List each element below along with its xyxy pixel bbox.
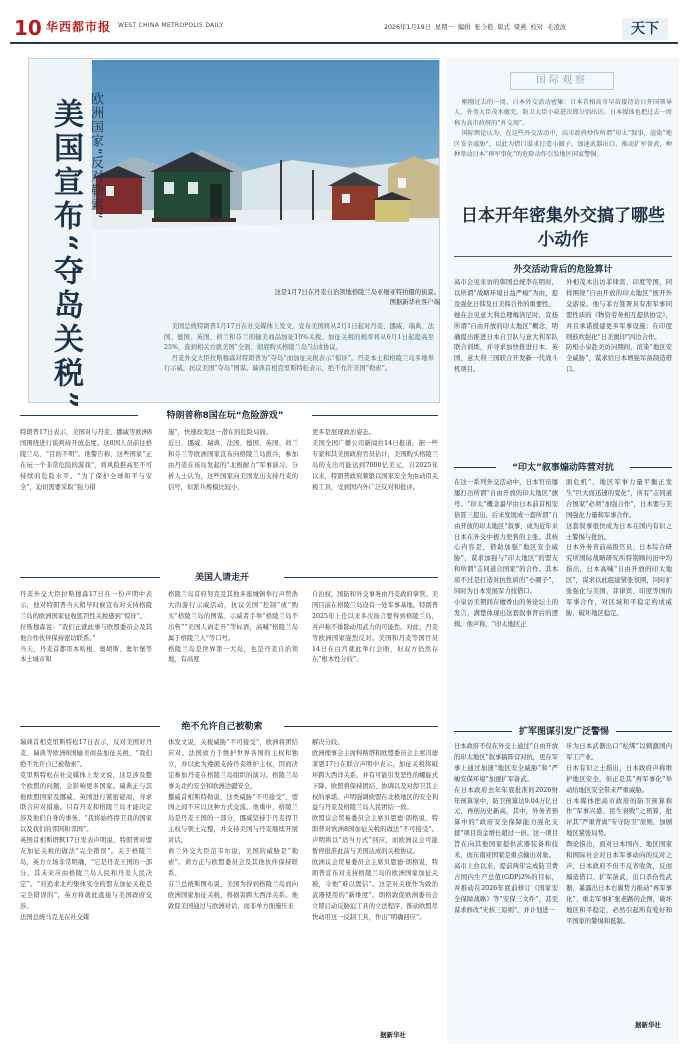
- article-column: 瑞典首相克里斯特松17日表示，反对美国对丹麦、瑞典等欧洲8国输美商品加征关税，“我们绝不允许自己被勒索”。 克里斯特松在社交媒体上发文说，这是涉及整个欧盟的问题，会影响更多国家。瑞典正与其他欧盟国家及挪威、英国进行紧密磋商，寻求联合应对措施。只有丹麦和格陵兰岛才能决定涉及他们自身的事务，“我将始终捍卫我的国家以及我们的邻国和邻国”。 英国首相斯塔默17日发表声明说，特朗普对盟友加征关税的做法“完全错误”。关于格陵兰岛，英方立场非常明确，“它是丹麦王国的一部分，其未来应由格陵兰岛人民和丹麦人民决定”。“对追求北约集体安全的盟友加征关税是完全错误的”，英方将就此直接与美国政府交涉。 法国总统马克龙在社交媒: [20, 739, 152, 921]
- article-column: 丹麦外交大臣拉斯穆森17日在一份声明中表示，他对特朗普当天稍早时候宣布对支持格陵兰岛的欧洲国家征收惩罚性关税感到“惊讶”。 拉斯穆森说：“我们正就此事与欧盟委员会及其他合作伙伴保持密切联系。” 当天，丹麦首都哥本哈根、奥胡斯、奥尔堡等本土城市和: [20, 591, 152, 664]
- subhead-indo-pacific: “印太”叙事煽动阵营对抗: [512, 463, 614, 473]
- photo-caption-text: 这是1月7日在丹麦自治领地格陵兰岛亚细亚特拍摄的街景。: [274, 289, 440, 296]
- page-number: 10: [14, 16, 42, 40]
- divider: [454, 256, 672, 257]
- article-column: 自治权，国防和外交事务由丹麦政府掌管。美国目前在格陵兰岛设有一处军事基地。特朗普2025年上任以来多次扬言要得到格陵兰岛，并声称不排除动用武力的可能性。对此，丹麦等欧洲国家强烈反对。美国和丹麦等国官员14日在白宫就此举行会晤，但双方仍然存在“根本性分歧”。: [312, 591, 438, 664]
- divider: [454, 467, 496, 468]
- subhead-military-expansion: 扩军图谋引发广泛警惕: [518, 727, 609, 737]
- photo-caption: [196, 288, 440, 308]
- article-column: 体发文说，关税威胁“不可接受”，欧洲将团结应对。法国致力于维护世界各国的主权和独立，并以此为遵循支持丹麦维护主权，因而决定参加丹麦在格陵兰岛组织的演习。格陵兰岛事关北约安全和欧洲边疆安全。 挪威首相斯特勒说，这类威胁“不可接受”，盟国之间不应以这种方式交流。他重申，格陵兰岛是丹麦王国的一部分，挪威坚持于丹麦捍卫主权与领土完整，并支持美国与丹麦继续开展对话。 荷兰外交大臣范韦尔说，美国的威胁是“勒索”。荷方正与欧盟委员会及其他伙伴保持联系。 芬兰总统斯图布说，美国为得到格陵兰岛而向欧洲国家加征关税，将损害跨大西洋关系。他敦促美国通过与欧洲对话，而非单方面施压来: [168, 739, 298, 910]
- article-column: 外相茂木出访菲律宾、印度等国，同样围绕“自由开放的印太地区”展开外交游说。他与菲方签署具有准军事同盟性质的《物资劳务相互提供协定》，并且承诺援建更多军事设施；在印度则鼓吹强化“日美澳印”四边合作。 防相小泉赴美访问期间，渲染“地区安全威胁”，谋求给日本增强军备制造借口。: [566, 279, 672, 374]
- intro-paragraph: 刚刚过去的一周，日本外交活动密集：日本首相高市早苗接待访日外国领导人，外务大臣茂木敏充、防卫大臣小泉进次郎分别出访。日本媒体也把过去一周称为高市政府的“外交周”。: [454, 99, 672, 127]
- article-credit: 据新华社: [380, 1031, 406, 1039]
- article-column: 面危机”，地区军事力量平衡正发生“巨大而迅速的变化”，所有“志同道合国家”必须“加强合作”，日本要与美国强化力量和军事合作。 这套叙事很快成为日本在国内有识之士警惕与批抗。 日本外务省前高级官员、日本综合研究所国际战略研究所特别顾问田中均指出，日本高喊“自由开放的印太地区”，谋求以此组建紧张氛围，同时扩张强化与美国、菲律宾、印度等国的军事合作，对区域和平稳定构成威胁，破坏地区稳定。: [566, 479, 672, 617]
- lead-paragraph: 美国总统特朗普1月17日在社交媒体上发文，宣布美国将从2月1日起对丹麦、挪威、瑞典、法国、德国、英国、荷兰和芬兰的输美商品加征10%关税。加征关税的税率将从6月1日起提高至25%，直到相关方就美国“全面、彻底购买格陵兰岛”达成协议。: [164, 323, 434, 351]
- intro-paragraph: 国际舆论认为，在这些外交活动中，高市政府炒作所谓“印太”叙事，渲染“地区安全威胁”，以此为借口谋求打造小圈子、加速武器出口、推动扩军备武，种种举动日本“再军事化”的危险动作引发地区国家警惕。: [454, 130, 672, 159]
- article-credit: 据新华社: [635, 1021, 661, 1029]
- divider: [312, 415, 438, 416]
- article-column: 格陵兰岛首府努克及其他多座城镇举行声势浩大的游行示威活动，抗议美国“控制”或“购买”格陵兰岛的图谋。示威者手举“格陵兰岛不出售”“美国人请走开”等标语，高喊“格陵兰岛属于格陵兰人”等口号。 格陵兰岛是世界第一大岛，也是丹麦自治领地，有高度: [168, 591, 298, 664]
- photo-credit: 图据新华社客户端: [389, 299, 440, 306]
- subhead-not-blackmailed: 绝不允许自己被勒索: [181, 722, 263, 732]
- article-column: 更多是展现政治姿态。 美国全国广播公司新闻台14日报道，据一些专家和其美国政府官员估计，美国购买格陵兰岛的支出可能达到7000亿美元，自2025年以来，特朗普政府频繁以国家安全为由动用关税工具，受到国内外广泛反对和批评。: [312, 429, 438, 491]
- article-column: 解决分歧。 欧洲理事会主席科斯塔和欧盟委员会主席冯德莱恩17日在联合声明中表示，加征关税将破坏跨大西洋关系，并有可能引发恶性的螺旋式下降。欧盟将保持团结、协调以及对捍卫其主权的承诺。声明强调欧盟在北极地区的安全利益与丹麦及格陵兰岛人民团结一致。 欧盟议会贸易委员会主席贝恩德·朗格说，特朗普对欧洲8国加征关税的做法“不可接受”。声明将以“适当方式”回应，而欧洲议会可能暂停批准此前与美国达成的关税协议。 欧洲议会贸易委员会主席贝恩德·朗格说，特朗普宣布对支持格陵兰岛的欧洲国家加征关税，令他“难以置信”。这是对关税作为政治武器使用的“新维度”。朗格敦促欧洲委员会立即启动反胁迫工具的立法程序，推动欧盟尽快动用这一反制工具，作出“明确回应”。: [312, 739, 438, 921]
- section-label: 天下: [622, 18, 668, 40]
- divider: [20, 415, 138, 416]
- masthead-logo: 华西都市报: [46, 20, 112, 34]
- article-column: 施”，快速改变这一潜在的危险局面。 近日，挪威、瑞典、法国、德国、英国、荷兰和芬兰等欧洲国家宣布向格陵兰岛派兵，参加由丹麦在该岛发起的“北极耐力”军事演习。分析人士认为，这些国家向美国发出支持丹麦的信号，但派兵规模比较小，: [168, 429, 298, 491]
- divider: [616, 731, 672, 732]
- article-column: 在这一系列外交活动中，日本官员屡屡打出所谓“自由开放的印太地区”旗号。“印太”概念最早由日本前首相安倍晋三提出，后来发展成一套所谓“自由开放的印太地区”叙事，成为近年来日本在外交中极力兜售的主张。其核心内容是，借助加强“地区安全威胁”，谋求加强与“印太地区”的盟友和所谓“志同道合国家”的合作。其本质不过是打造对抗性质的“小圈子”，同时为日本发展军力找借口。 小泉访美期间在檀香山的务论坛上的发言，满楚体现出这套叙事背后的逻辑。他声称，“印太地区正: [454, 479, 558, 628]
- article-column: 特朗普17日表示，美国对与丹麦、挪威等欧洲8国围绕进行谈判持开放态度。这8国人员前往格陵兰岛，“目的不明”。他警告称，这些国家“正在玩一个非常危险的游戏”，将风险推高至不可持续的危险水平。“为了保护全球和平与安全”，迫切需要采取“强力措: [20, 429, 152, 491]
- divider: [20, 726, 160, 727]
- divider: [20, 577, 160, 578]
- article-column: 步为日本武器出口“松绑”以刺激国内军工产业。 日本有识之士指出，日本政府声称维护地区安全，但正是其“再军事化”举动给地区安全带来严重威胁。 日本媒体把高市政府的防卫预算称作“军事兴盛、民生衰败”之预算，批评其“严重背离”专守防卫“原则，加剧地区紧张局势。 舆论指出，面对日本国内、地区国家和国际社会对日本军事动向的反对之声，日本政府不但不反省收敛，反而煽造借口、扩军备武，出口杀伤性武器，暴露出日本右翼势力推动“再军事化”、重走军事扩张老路的企图，破坏地区和平稳定，必然引起所有爱好和平国家的警惕和抵制。: [566, 743, 672, 925]
- header-rule: [10, 42, 678, 44]
- subhead-dangerous-calculation: 外交活动背后的危险算计: [513, 265, 613, 275]
- masthead-english: WEST CHINA METROPOLIS DAILY: [118, 22, 224, 29]
- article-column: 高市会见来访的韩国总统李在明时，以所谓“战略环境日益严峻”为由，提及强化日韩及日美韩合作的重要性。 她在会见意大利总理梅洛尼时，宣扬所谓“自由开放的印太地区”概念，明确提出推进日本自卫队与意大利军队联合训练，并寻求加快推进日本、英国、意大利三国联合开发新一代战斗机项目。: [454, 279, 558, 374]
- right-headline: 日本开年密集外交搞了哪些小动作: [461, 206, 665, 250]
- feature-lead: [164, 322, 434, 375]
- lead-paragraph: 丹麦外交大臣拉斯穆森对特朗普为“夺岛”而加征关税表示“惊讶”。丹麦本土和格陵兰岛多地举行示威，抗议美国“夺岛”图谋。瑞典首相克里斯特松表示，绝不允许美国“勒索”。: [164, 354, 434, 372]
- feature-subheadline: 欧洲国家“反对勒索”: [88, 92, 103, 220]
- subhead-americans-go-away: 美国人请走开: [194, 573, 249, 583]
- feature-headline: 美国宣布“夺岛关税”: [48, 98, 83, 413]
- subhead-dangerous-game: 特朗普称8国在玩“危险游戏”: [166, 411, 284, 421]
- divider: [284, 577, 438, 578]
- news-photo: [92, 60, 439, 285]
- issue-meta: 2026年1月19日 星期一 编辑 张今艳 版式 梁燕 校对 毛凌波: [384, 24, 566, 31]
- divider: [630, 467, 672, 468]
- intl-intro: [454, 98, 672, 160]
- divider: [284, 726, 438, 727]
- divider: [454, 731, 512, 732]
- article-column: 日本政府不仅在外交上通过“自由开放的印太地区”叙事搞阵营对抗，更在军事上通过加速“地区安全威胁”和“严峻安保环境”加速扩军备武。 在日本政府去年年底批准的2026财年预算案中，防卫预算达9.04万亿日元，再创历史新高，其中，外务省预算中的“政府安全保障能力强化支援”项目资金增长超过一倍。这一项目旨在向其他国家提供武器装备和技术，而东南亚国家是重点输出对象。 高市上台以来，提前两年完成防卫费占国内生产总值(GDP)2%的目标，并推动在2026年底前修订《国家安全保障战略》等“安保三文件”，甚至谋求修改“无核三原则”，并计划进一: [454, 743, 558, 914]
- greenland-street-photo: [92, 60, 439, 285]
- intl-observation-tag: 国际观察: [510, 72, 614, 90]
